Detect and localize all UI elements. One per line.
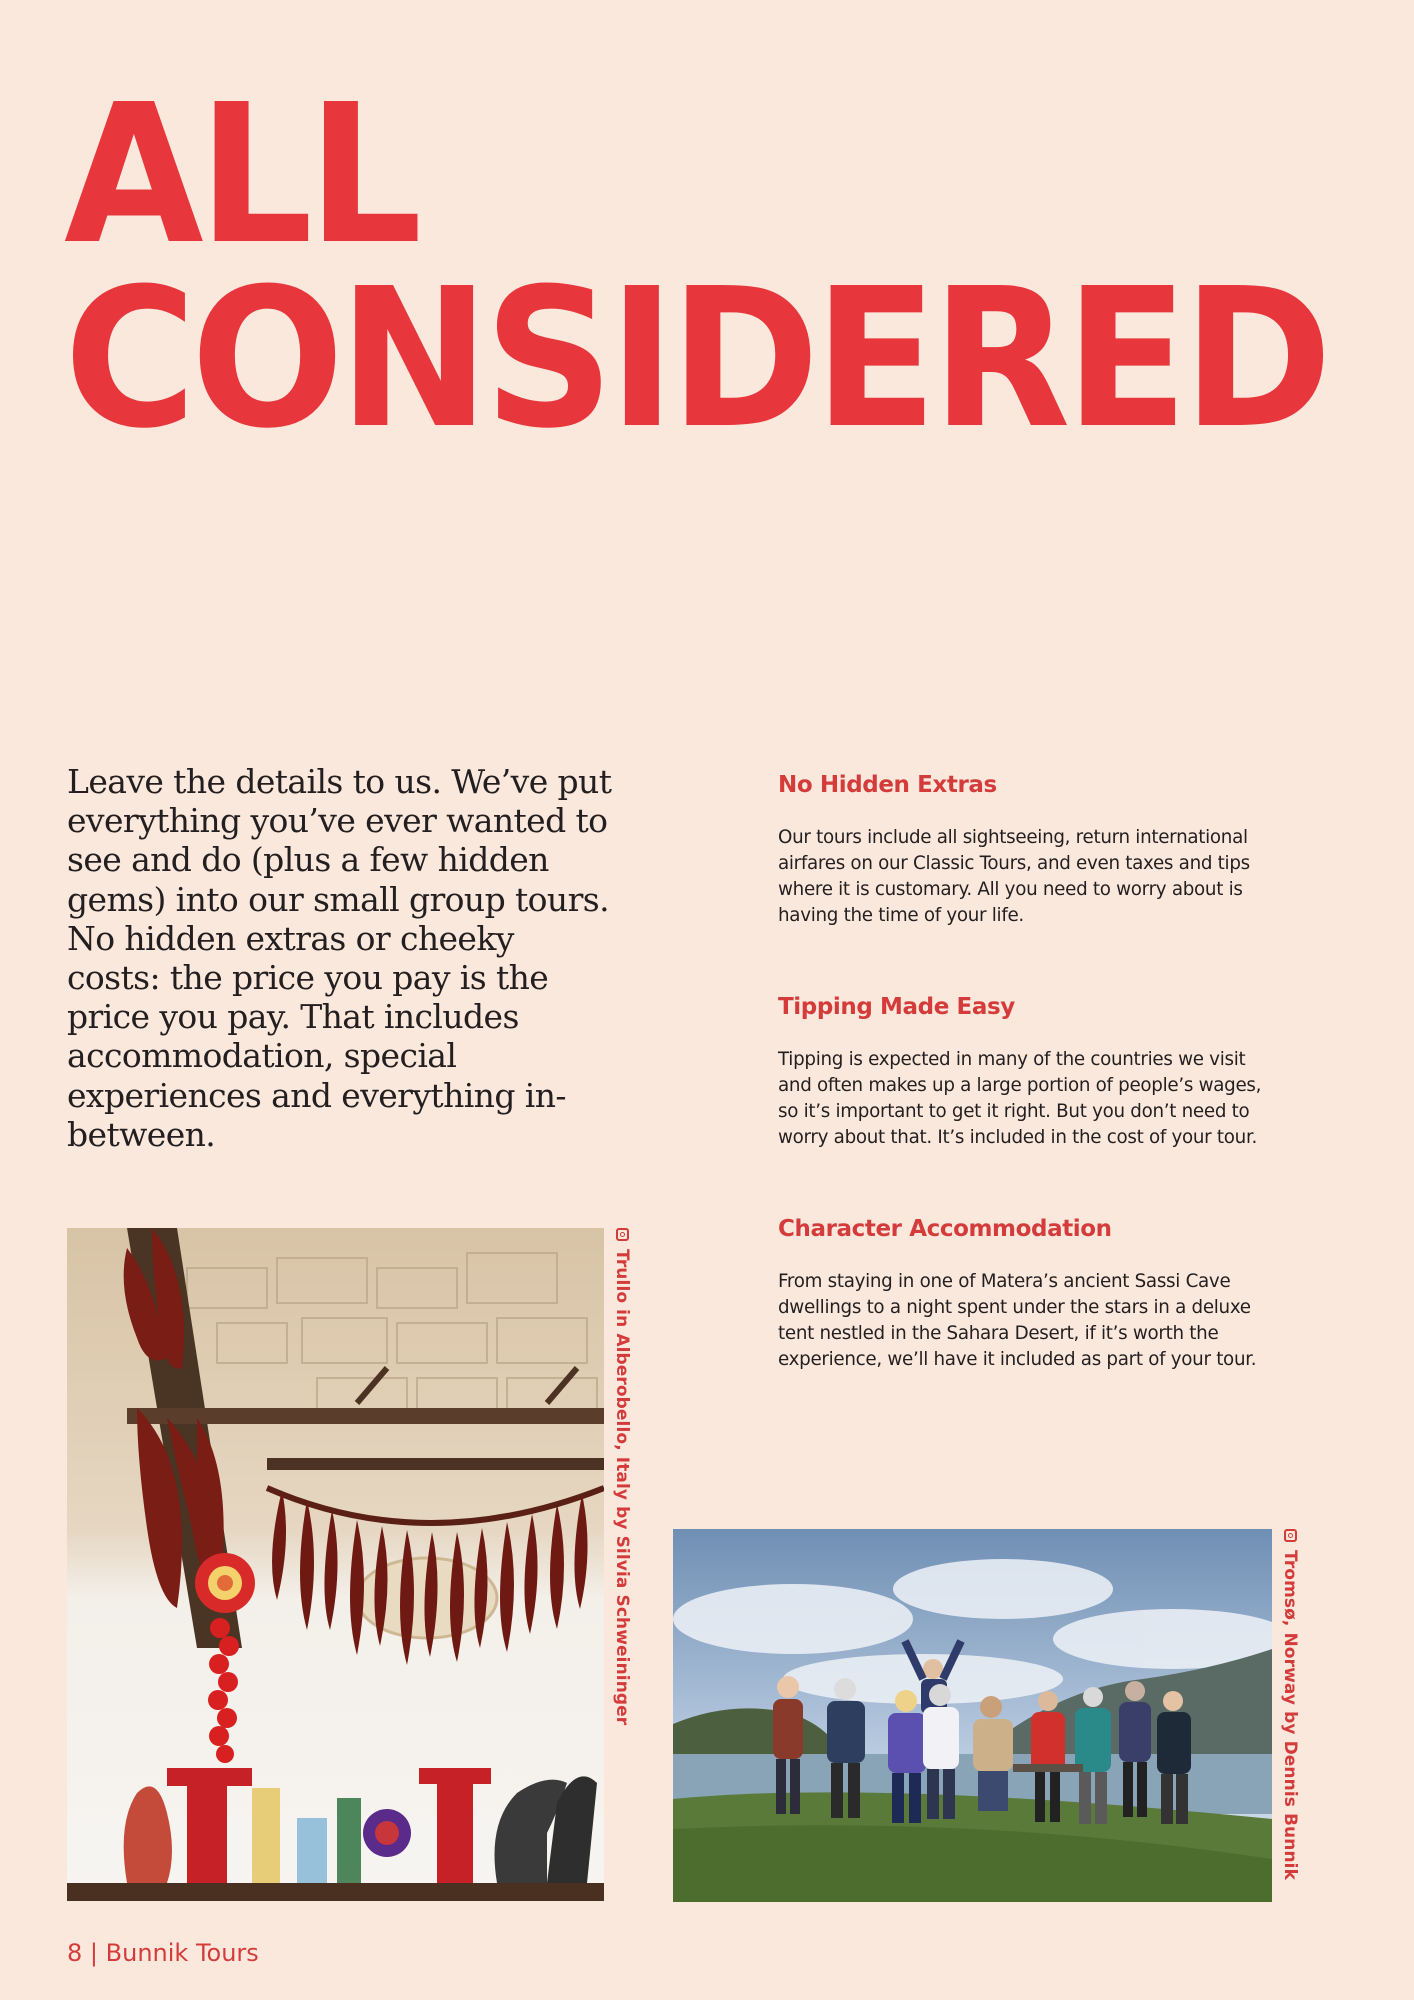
photo-alberobello-chillies [67,1228,604,1901]
photo-tromso-group [673,1529,1272,1902]
headline-line-1: ALL [64,64,417,287]
page-footer [67,1939,259,1967]
feature-no-hidden-extras [778,772,1278,929]
feature-body: Our tours include all sightseeing, return international airfares on our Classic Tours, and even taxes and tips where it is customary. All you need to worry about is having the time of your life. [778,827,1250,926]
feature-title: Character Accommodation [778,1216,1112,1242]
camera-icon [616,1228,629,1241]
camera-icon [1284,1529,1297,1542]
feature-character-accommodation [778,1216,1278,1373]
page-headline [64,64,1327,471]
footer-brand: Bunnik Tours [105,1939,259,1967]
feature-body: Tipping is expected in many of the countries we visit and often makes up a large portion of people’s wages, so it’s important to get it right. But you don’t need to worry about that. It’s included in the cost of your tour. [778,1049,1262,1148]
headline-line-2: CONSIDERED [64,248,1327,471]
feature-title: No Hidden Extras [778,772,997,798]
photo-caption-alberobello: Trullo in Alberobello, Italy by Silvia Schweininger [612,1228,632,1725]
feature-tipping-made-easy [778,994,1278,1151]
feature-title: Tipping Made Easy [778,994,1015,1020]
intro-paragraph: Leave the details to us. We’ve put everything you’ve ever wanted to see and do (plus a few hidden gems) into our small group tours. No hidden extras or cheeky costs: the price you pay is the price you pay. That includes accommodation, special experiences and everything in-between. [67,762,612,1154]
photo-caption-tromso: Tromsø, Norway by Dennis Bunnik [1280,1529,1300,1880]
feature-body: From staying in one of Matera’s ancient Sassi Cave dwellings to a night spent under the stars in a deluxe tent nestled in the Sahara Desert, if it’s worth the experience, we’ll have it included as part of your tour. [778,1271,1257,1370]
page-number: 8 [67,1939,83,1967]
footer-separator: | [89,1939,99,1967]
